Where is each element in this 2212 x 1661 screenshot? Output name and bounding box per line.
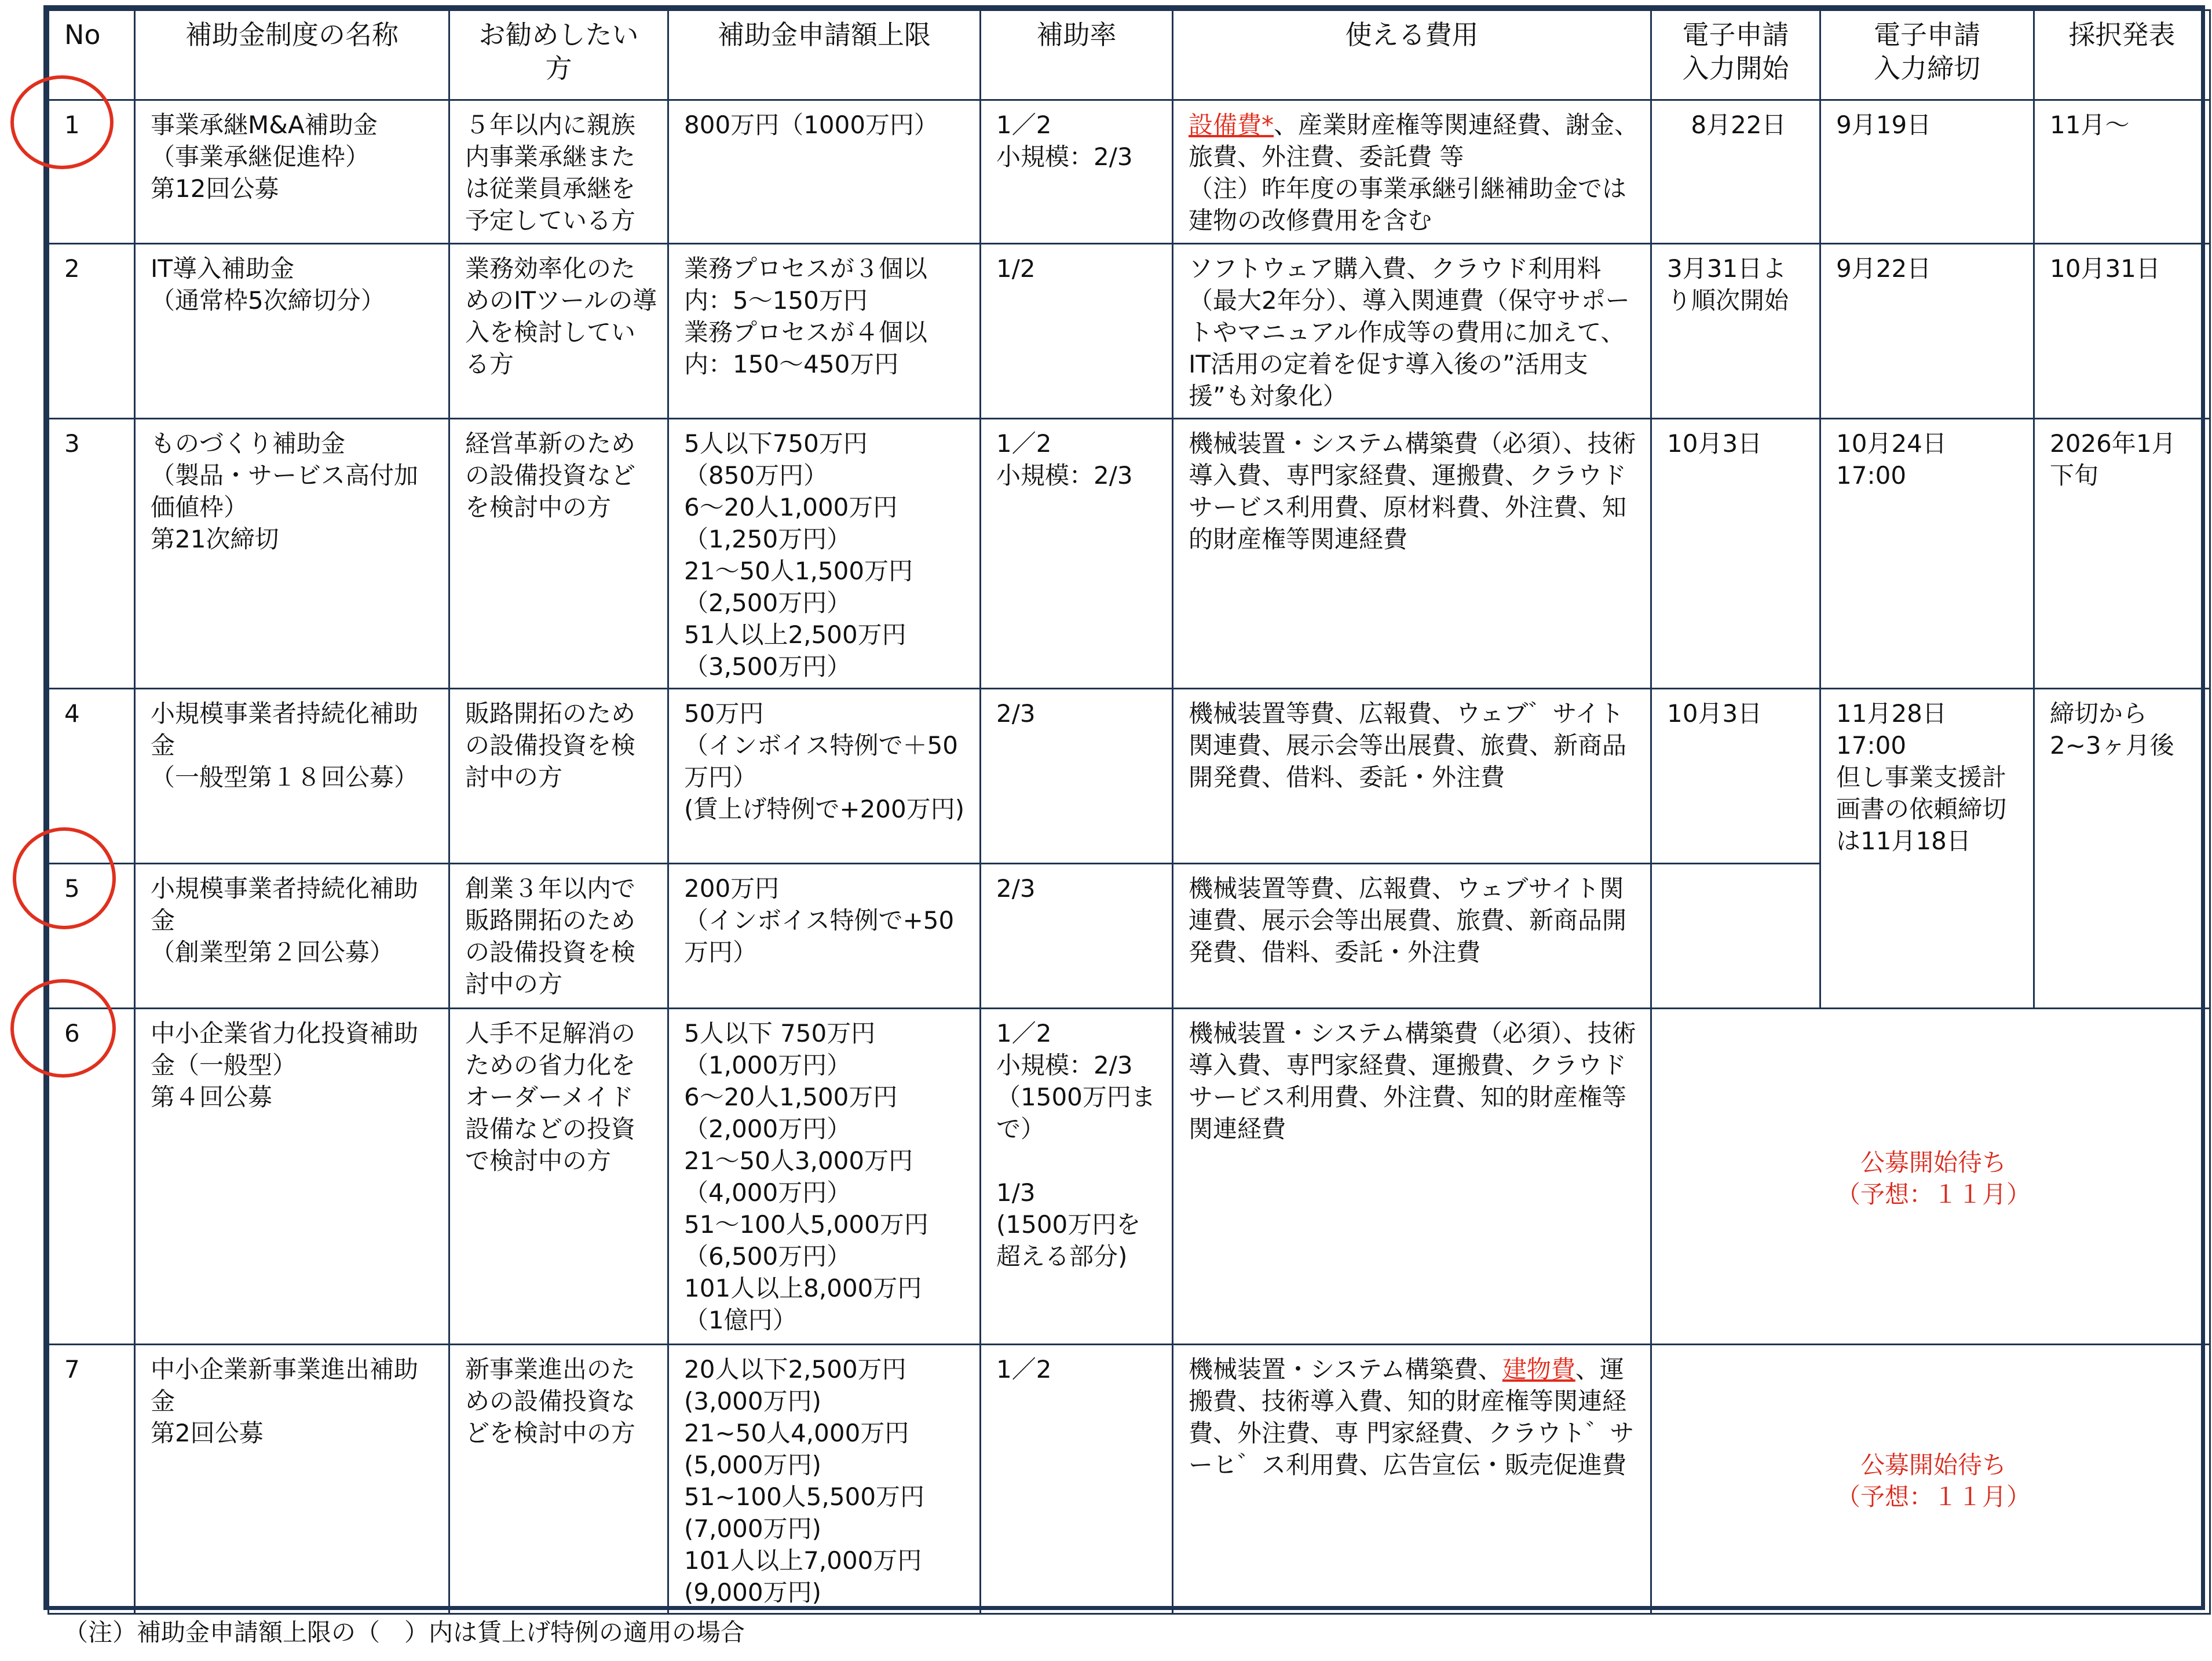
row-rate: 1／2 小規模：2/3 （1500万円まで） 1/3 (1500万円を超える部分) [981, 1009, 1173, 1345]
row-target: 販路開拓のための設備投資を検討中の方 [449, 689, 668, 864]
row-rate: 1/2 [981, 244, 1173, 419]
row-deadline: 10月24日 17:00 [1820, 419, 2034, 689]
row-target: 業務効率化のためのITツールの導入を検討している方 [449, 244, 668, 419]
costs-pre: 機械装置・システム構築費、 [1189, 1355, 1502, 1383]
row-name: 小規模事業者持続化補助金 （一般型第１８回公募） [135, 689, 449, 864]
subsidy-table [47, 9, 2211, 1615]
row-name: 中小企業新事業進出補助金 第2回公募 [135, 1345, 449, 1614]
costs-highlight: 設備費* [1189, 111, 1274, 139]
header-announce: 採択発表 [2034, 10, 2210, 100]
highlight-circle-row-5 [13, 827, 116, 929]
row-limit: 5人以下 750万円 （1,000万円） 6～20人1,500万円 （2,000万円） 21～50人3,000万円 （4,000万円） 51～100人5,000万円 （6,500万円） 101人以上8,000万円 （1億円） [668, 1009, 981, 1345]
costs-text: 、運搬費、技術導入費、知的財産権等関連経費、外注費、専 門家経費、クラウト゛サーヒ゛ス利用費、広告宣伝・販売促進費 [1189, 1355, 1635, 1479]
header-no: No [49, 10, 135, 100]
row-target: 人手不足解消のための省力化をオーダーメイド設備などの投資で検討中の方 [449, 1009, 668, 1345]
row-deadline: 11月28日 17:00 但し事業支援計画書の依頼締切は11月18日 [1820, 689, 2034, 1009]
row-no: 2 [49, 244, 135, 419]
row-limit: 業務プロセスが３個以内：5～150万円 業務プロセスが４個以内：150～450万円 [668, 244, 981, 419]
row-no: 3 [49, 419, 135, 689]
subsidy-table-frame [43, 5, 2205, 1610]
row-rate: 2/3 [981, 864, 1173, 1009]
row-limit: 20人以下2,500万円 (3,000万円) 21~50人4,000万円 (5,000万円) 51~100人5,500万円 (7,000万円) 101人以上7,000万円 (9,000万円) [668, 1345, 981, 1614]
table-row [49, 1345, 2210, 1614]
highlight-circle-row-1 [10, 75, 114, 169]
row-announce: 10月31日 [2034, 244, 2210, 419]
costs-text: 、産業財産権等関連経費、謝金、旅費、外注費、委託費 等 （注）昨年度の事業承継引継補助金では建物の改修費用を含む [1189, 111, 1639, 235]
row-rate: 2/3 [981, 689, 1173, 864]
row-limit: 200万円 （インボイス特例で+50万円） [668, 864, 981, 1009]
row-rate: 1／2 小規模：2/3 [981, 100, 1173, 244]
row-costs [1173, 1345, 1651, 1614]
row-start: 3月31日より順次開始 [1651, 244, 1820, 419]
costs-highlight: 建物費 [1502, 1355, 1575, 1383]
row-start [1651, 864, 1820, 1009]
row-announce: 締切から 2~3ヶ月後 [2034, 689, 2210, 1009]
row-start: 8月22日 [1651, 100, 1820, 244]
table-row [49, 100, 2210, 244]
row-start: 10月3日 [1651, 689, 1820, 864]
row-costs: 機械装置等費、広報費、ウェブ゛サイト関連費、展示会等出展費、旅費、新商品開発費、借料、委託・外注費 [1173, 689, 1651, 864]
header-row [49, 10, 2210, 100]
row-no: 6 [49, 1009, 135, 1345]
row-costs: 機械装置等費、広報費、ウェブサイト関連費、展示会等出展費、旅費、新商品開発費、借料、委託・外注費 [1173, 864, 1651, 1009]
header-start: 電子申請 入力開始 [1651, 10, 1820, 100]
header-rate: 補助率 [981, 10, 1173, 100]
row-target: 創業３年以内で販路開拓のための設備投資を検討中の方 [449, 864, 668, 1009]
row-no: 7 [49, 1345, 135, 1614]
row-start: 10月3日 [1651, 419, 1820, 689]
header-deadline: 電子申請 入力締切 [1820, 10, 2034, 100]
row-target: ５年以内に親族内事業承継または従業員承継を予定している方 [449, 100, 668, 244]
row-announce: 2026年1月下旬 [2034, 419, 2210, 689]
table-row [49, 1009, 2210, 1345]
status-pending: 公募開始待ち （予想：１１月） [1651, 1009, 2210, 1345]
footnote: （注）補助金申請額上限の（ ）内は賃上げ特例の適用の場合 [64, 1618, 745, 1647]
table-row [49, 244, 2210, 419]
row-name: 事業承継M&A補助金 （事業承継促進枠） 第12回公募 [135, 100, 449, 244]
row-target: 経営革新のための設備投資などを検討中の方 [449, 419, 668, 689]
highlight-circle-row-6 [10, 979, 116, 1078]
row-costs [1173, 100, 1651, 244]
row-costs: ソフトウェア購入費、クラウド利用料（最大2年分）、導入関連費（保守サポートやマニュアル作成等の費用に加えて、IT活用の定着を促す導入後の”活用支援”も対象化） [1173, 244, 1651, 419]
row-name: 小規模事業者持続化補助金 （創業型第２回公募） [135, 864, 449, 1009]
row-rate: 1／2 小規模：2/3 [981, 419, 1173, 689]
row-limit: 5人以下750万円 （850万円） 6～20人1,000万円 （1,250万円） 21～50人1,500万円 （2,500万円） 51人以上2,500万円 （3,500万円） [668, 419, 981, 689]
header-target: お勧めしたい 方 [449, 10, 668, 100]
row-limit: 50万円 （インボイス特例で＋50万円） (賃上げ特例で+200万円) [668, 689, 981, 864]
row-deadline: 9月19日 [1820, 100, 2034, 244]
status-pending: 公募開始待ち （予想：１１月） [1651, 1345, 2210, 1614]
row-name: 中小企業省力化投資補助金（一般型） 第４回公募 [135, 1009, 449, 1345]
row-limit: 800万円（1000万円） [668, 100, 981, 244]
row-no: 5 [49, 864, 135, 1009]
header-name: 補助金制度の名称 [135, 10, 449, 100]
row-name: IT導入補助金 （通常枠5次締切分） [135, 244, 449, 419]
row-costs: 機械装置・システム構築費（必須）、技術導入費、専門家経費、運搬費、クラウドサービス利用費、外注費、知的財産権等関連経費 [1173, 1009, 1651, 1345]
row-deadline: 9月22日 [1820, 244, 2034, 419]
table-row [49, 689, 2210, 864]
row-target: 新事業進出のための設備投資などを検討中の方 [449, 1345, 668, 1614]
row-costs: 機械装置・システム構築費（必須）、技術導入費、専門家経費、運搬費、クラウドサービス利用費、原材料費、外注費、知的財産権等関連経費 [1173, 419, 1651, 689]
table-row [49, 419, 2210, 689]
row-no: 4 [49, 689, 135, 864]
header-costs: 使える費用 [1173, 10, 1651, 100]
row-announce: 11月～ [2034, 100, 2210, 244]
header-limit: 補助金申請額上限 [668, 10, 981, 100]
row-no: 1 [49, 100, 135, 244]
row-rate: 1／2 [981, 1345, 1173, 1614]
row-name: ものづくり補助金 （製品・サービス高付加価値枠） 第21次締切 [135, 419, 449, 689]
